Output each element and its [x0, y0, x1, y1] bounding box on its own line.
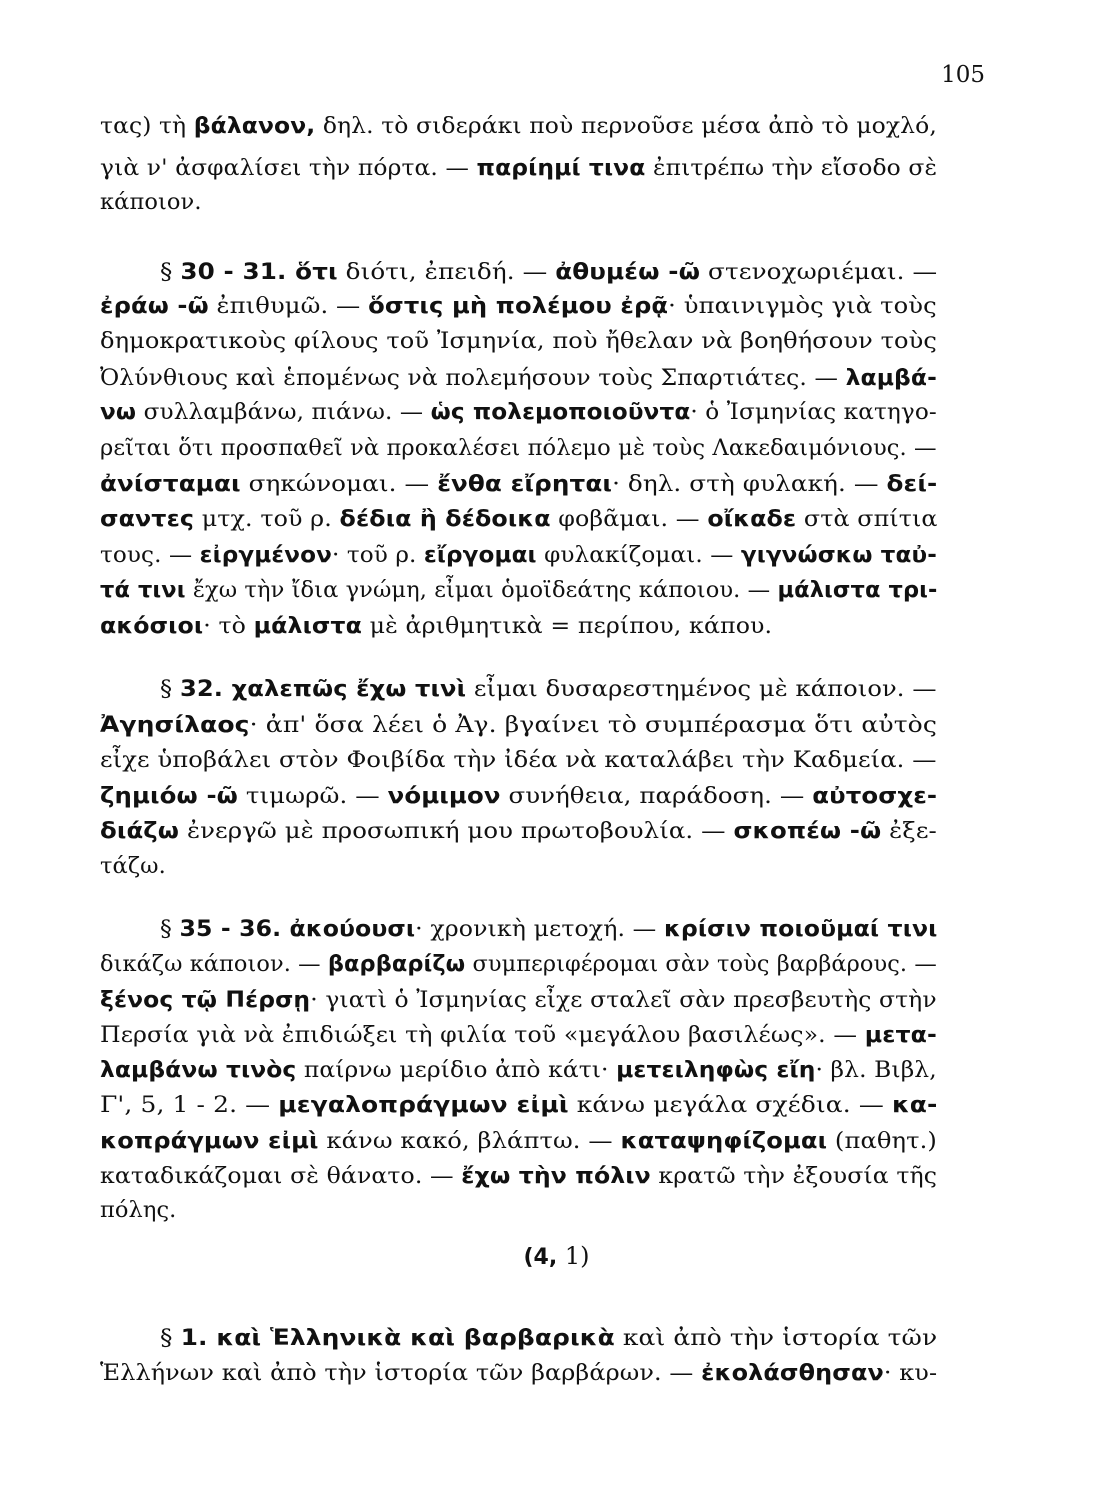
- text-run: 1): [557, 1242, 590, 1270]
- text-run: κρατῶ τὴν ἐξουσία τῆς: [650, 1163, 938, 1189]
- bold-term: Ἀγησίλαος: [100, 712, 250, 738]
- bold-term: οἴκαδε: [707, 506, 797, 532]
- text-run: σηκώνομαι. —: [240, 471, 438, 497]
- text-run: · βλ. Βιβλ,: [815, 1057, 937, 1083]
- bold-term: ὅστις μὴ πολέμου ἐρᾷ: [368, 293, 669, 319]
- text-run: Γ', 5, 1 - 2. —: [100, 1092, 279, 1118]
- text-run: §: [160, 916, 180, 942]
- text-line: [100, 468, 937, 500]
- text-run: τιμωρῶ. —: [237, 783, 388, 809]
- text-run: εἶχε ὑποβάλει στὸν Φοιβίδα τὴν ἰδέα νὰ καταλάβει τὴν Καδμεία. —: [100, 747, 937, 773]
- text-line: [100, 1125, 937, 1157]
- text-run: καὶ ἀπὸ τὴν ἱστορία τῶν: [614, 1325, 938, 1351]
- text-run: μτχ. τοῦ ρ.: [194, 506, 340, 532]
- text-line: [160, 1322, 937, 1354]
- text-line: [100, 362, 937, 394]
- text-run: συλλαμβάνω, πιάνω. —: [136, 399, 431, 425]
- bold-term: εἰργμένον: [199, 542, 332, 568]
- text-line: [100, 152, 937, 184]
- text-line: [100, 574, 937, 606]
- text-run: §: [160, 259, 181, 285]
- text-run: καταδικάζομαι σὲ θάνατο. —: [100, 1163, 462, 1189]
- text-run: ἐπιθυμῶ. —: [208, 293, 369, 319]
- text-run: τους. —: [100, 542, 200, 568]
- text-run: παίρνω μερίδιο ἀπὸ κάτι·: [296, 1057, 617, 1083]
- bold-term: διάζω: [100, 818, 180, 844]
- text-run: μὲ ἀριθμητικὰ = περίπου, κάπου.: [362, 613, 773, 639]
- text-run: συνήθεια, παράδοση. —: [500, 783, 813, 809]
- text-run: · δηλ. στὴ φυλακή. —: [612, 471, 887, 497]
- text-run: · ἀπ' ὅσα λέει ὁ Ἀγ. βγαίνει τὸ συμπέρασμα ὅτι αὐτὸς: [249, 712, 937, 738]
- text-line: [100, 290, 937, 322]
- bold-term: ἐκολάσθησαν: [701, 1360, 884, 1386]
- text-run: κάνω κακό, βλάπτω. —: [318, 1128, 621, 1154]
- text-run: ἐξε-: [881, 818, 937, 844]
- text-run: φυλακίζομαι. —: [536, 542, 741, 568]
- text-run: στὰ σπίτια: [796, 506, 938, 532]
- text-run: · γιατὶ ὁ Ἰσμηνίας εἶχε σταλεῖ σὰν πρεσβευτὴς στὴν: [310, 987, 937, 1013]
- text-run: κάνω μεγάλα σχέδια. —: [568, 1092, 892, 1118]
- text-run: (παθητ.): [827, 1128, 937, 1154]
- bold-term: ἐράω -ῶ: [100, 293, 209, 319]
- bold-term: ἀθυμέω -ῶ: [555, 259, 701, 285]
- bold-term: κοπράγμων εἰμὶ: [100, 1128, 319, 1154]
- text-line: [160, 256, 937, 288]
- text-run: §: [160, 1325, 181, 1351]
- bold-term: δεί-: [886, 471, 938, 497]
- text-line: [160, 913, 937, 945]
- bold-term: νόμιμον: [387, 783, 501, 809]
- bold-term: δέδια ἢ δέδοικα: [339, 506, 551, 532]
- text-run: ρεῖται ὅτι προσπαθεῖ νὰ προκαλέσει πόλεμο μὲ τοὺς Λακεδαιμόνιους. —: [100, 435, 937, 461]
- text-run: · ὑπαινιγμὸς γιὰ τοὺς: [668, 293, 937, 319]
- bold-term: τά τινι: [100, 577, 186, 603]
- bold-term: λαμβά-: [845, 365, 937, 391]
- text-line: [100, 1160, 937, 1192]
- bold-term: σαντες: [100, 506, 195, 532]
- text-run: διότι, ἐπειδή. —: [337, 259, 556, 285]
- text-line: [100, 815, 937, 847]
- text-run: γιὰ ν' ἀσφαλίσει τὴν πόρτα. —: [100, 155, 477, 181]
- text-line: [100, 1054, 937, 1086]
- bold-term: ἔνθα εἴρηται: [437, 471, 613, 497]
- text-line: [100, 744, 937, 776]
- bold-term: λαμβάνω τινὸς: [100, 1057, 297, 1083]
- text-line: [100, 186, 202, 218]
- bold-term: (4,: [523, 1245, 558, 1270]
- bold-term: παρίημί τινα: [476, 155, 646, 181]
- bold-term: καταψηφίζομαι: [620, 1128, 828, 1154]
- text-line: [100, 984, 937, 1016]
- bold-term: βάλανον,: [193, 113, 316, 139]
- text-run: φοβᾶμαι. —: [550, 506, 708, 532]
- text-line: [100, 610, 772, 642]
- section-heading: [0, 1240, 1113, 1274]
- bold-term: μάλιστα τρι-: [777, 577, 938, 603]
- bold-term: αὐτοσχε-: [812, 783, 938, 809]
- bold-term: σκοπέω -ῶ: [733, 818, 882, 844]
- bold-term: ἔχω τὴν πόλιν: [461, 1163, 651, 1189]
- text-run: στενοχωριέμαι. —: [700, 259, 938, 285]
- page-number: 105: [941, 62, 985, 88]
- text-run: · ὁ Ἰσμηνίας κατηγο-: [690, 399, 937, 425]
- text-run: δικάζω κάποιον. —: [100, 951, 328, 977]
- text-run: §: [160, 676, 180, 702]
- text-line: [100, 325, 937, 357]
- bold-term: 35 - 36. ἀκούουσι: [179, 916, 416, 942]
- text-run: ἔχω τὴν ἴδια γνώμη, εἶμαι ὁμοϊδεάτης κάποιου. —: [185, 577, 778, 603]
- text-line: [100, 850, 166, 882]
- text-run: Ὀλύνθιους καὶ ἑπομένως νὰ πολεμήσουν τοὺς Σπαρτιάτες. —: [100, 365, 846, 391]
- text-line: [100, 432, 937, 464]
- text-run: · τοῦ ρ.: [331, 542, 424, 568]
- bold-term: νω: [100, 399, 137, 425]
- bold-term: εἴργομαι: [423, 542, 537, 568]
- bold-term: ὡς πολεμοποιοῦντα: [430, 399, 691, 425]
- text-run: τας) τὴ: [100, 113, 194, 139]
- text-run: εἶμαι δυσαρεστημένος μὲ κάποιον. —: [466, 676, 937, 702]
- text-run: Περσία γιὰ νὰ ἐπιδιώξει τὴ φιλία τοῦ «μεγάλου βασιλέως». —: [100, 1022, 865, 1048]
- bold-term: κα-: [891, 1092, 938, 1118]
- bold-term: κρίσιν ποιοῦμαί τινι: [663, 916, 938, 942]
- bold-term: ἀνίσταμαι: [100, 471, 241, 497]
- bold-term: 32. χαλεπῶς ἔχω τινὶ: [179, 676, 467, 702]
- text-run: · χρονικὴ μετοχή. —: [415, 916, 664, 942]
- text-line: [100, 780, 937, 812]
- bold-term: ζημιόω -ῶ: [100, 783, 238, 809]
- text-run: τάζω.: [100, 853, 166, 879]
- text-run: πόλης.: [100, 1197, 177, 1223]
- text-run: συμπεριφέρομαι σὰν τοὺς βαρβάρους. —: [465, 951, 937, 977]
- bold-term: μετα-: [864, 1022, 937, 1048]
- text-line: [100, 1019, 937, 1051]
- bold-term: βαρβαρίζω: [327, 951, 466, 977]
- text-run: ἐνεργῶ μὲ προσωπική μου πρωτοβουλία. —: [179, 818, 734, 844]
- bold-term: μετειληφὼς εἴη: [616, 1057, 816, 1083]
- text-run: · κυ-: [883, 1360, 938, 1386]
- text-run: κάποιον.: [100, 189, 202, 215]
- text-line: [100, 1089, 938, 1121]
- bold-term: μεγαλοπράγμων εἰμὶ: [278, 1092, 569, 1118]
- text-run: δηλ. τὸ σιδεράκι ποὺ περνοῦσε μέσα ἀπὸ τὸ μοχλό,: [315, 113, 937, 139]
- text-line: [100, 1357, 937, 1389]
- bold-term: ξένος τῷ Πέρσῃ: [100, 987, 311, 1013]
- text-line: [100, 396, 937, 428]
- text-run: ἐπιτρέπω τὴν εἴσοδο σὲ: [645, 155, 938, 181]
- text-line: [100, 110, 937, 142]
- text-line: [100, 503, 938, 535]
- text-line: [100, 948, 937, 980]
- text-run: δημοκρατικοὺς φίλους τοῦ Ἰσμηνία, ποὺ ἤθελαν νὰ βοηθήσουν τοὺς: [100, 328, 937, 354]
- text-line: [100, 709, 937, 741]
- bold-term: μάλιστα: [253, 613, 363, 639]
- text-run: · τὸ: [203, 613, 254, 639]
- bold-term: 1. καὶ Ἑλληνικὰ καὶ βαρβαρικὰ: [180, 1325, 615, 1351]
- text-line: [100, 539, 937, 571]
- text-line: [100, 1194, 176, 1226]
- text-run: Ἑλλήνων καὶ ἀπὸ τὴν ἱστορία τῶν βαρβάρων. —: [100, 1360, 702, 1386]
- text-line: [160, 673, 937, 705]
- bold-term: γιγνώσκω ταὐ-: [740, 542, 937, 568]
- bold-term: 30 - 31. ὅτι: [180, 259, 338, 285]
- bold-term: ακόσιοι: [100, 613, 204, 639]
